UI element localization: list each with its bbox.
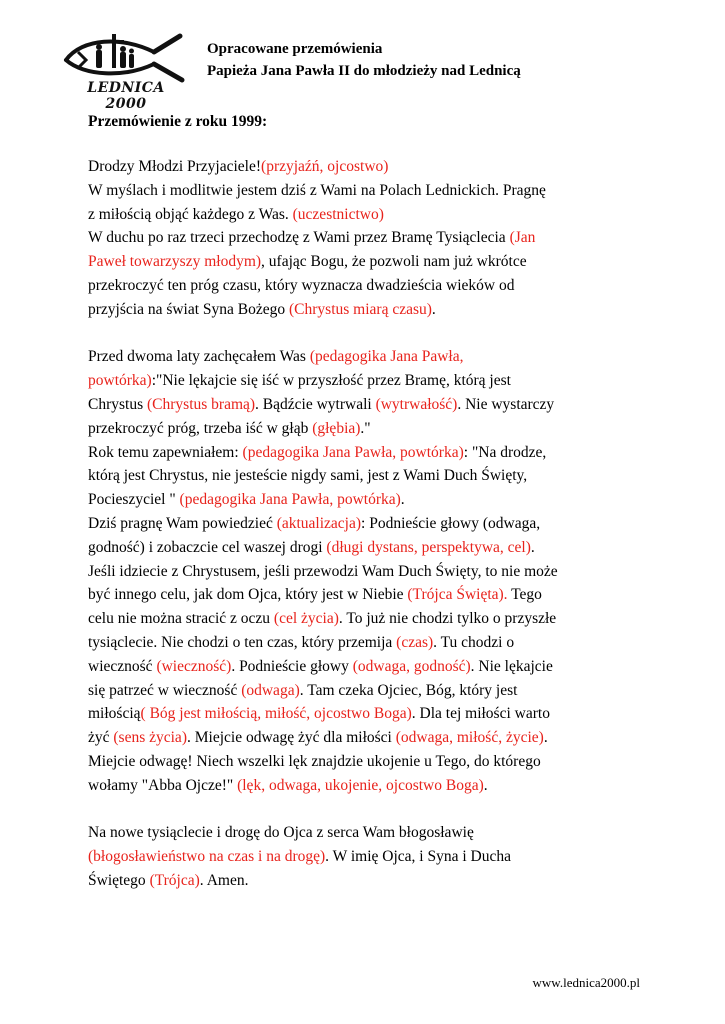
speech-text: . Dla tej miłości warto	[411, 705, 550, 723]
text-line	[88, 845, 648, 869]
text-line	[88, 583, 648, 607]
text-line	[88, 869, 648, 893]
speech-text: : "Na drodze,	[463, 443, 547, 461]
text-line	[88, 179, 648, 203]
annotation-text: (Jan	[509, 229, 536, 247]
speech-text: .	[400, 491, 405, 509]
annotation-text: (pedagogika Jana Pawła, powtórka)	[179, 491, 401, 509]
text-line	[88, 464, 648, 488]
annotation-text: (długi dystans, perspektywa, cel)	[326, 538, 531, 556]
paragraph-spacer	[88, 322, 648, 346]
document-header	[207, 38, 521, 82]
annotation-text: (głębia)	[312, 419, 361, 437]
text-line	[88, 274, 648, 298]
annotation-text: (Trójca)	[149, 871, 200, 889]
speech-text: Pocieszyciel "	[88, 491, 180, 509]
fish-cross-logo-icon	[62, 30, 186, 86]
speech-text: : Podnieście głowy (odwaga,	[361, 514, 541, 532]
annotation-text: (Chrystus bramą)	[147, 395, 256, 413]
speech-text: Dziś pragnę Wam powiedzieć	[88, 514, 277, 532]
annotation-text: (przyjaźń, ojcostwo)	[261, 158, 389, 175]
text-line	[88, 298, 648, 322]
text-line	[88, 345, 648, 369]
annotation-text: Paweł towarzyszy młodym)	[88, 253, 262, 271]
speech-text: . Tu chodzi o	[433, 633, 515, 651]
text-line	[88, 203, 648, 227]
footer-url: www.lednica2000.pl	[532, 975, 640, 990]
text-line	[88, 393, 648, 417]
text-line	[88, 155, 648, 179]
speech-text: być innego celu, jak dom Ojca, który jest w Niebie	[88, 586, 408, 604]
speech-text: , ufając Bogu, że pozwoli nam już wkrótce	[261, 253, 527, 271]
speech-text: wieczność	[88, 657, 157, 675]
speech-text: Świętego	[88, 871, 150, 889]
speech-text: . Miejcie odwagę żyć dla miłości	[186, 729, 396, 747]
annotation-text: (Chrystus miarą czasu)	[289, 300, 432, 318]
text-line	[88, 226, 648, 250]
speech-text: miłością	[88, 705, 141, 723]
text-line	[88, 750, 648, 774]
speech-text: . Tam czeka Ojciec, Bóg, który jest	[299, 681, 518, 699]
speech-text: się patrzeć w wieczność	[88, 681, 242, 699]
annotation-text: (odwaga, godność)	[352, 657, 471, 675]
annotation-text: (wytrwałość)	[375, 395, 458, 413]
annotation-text: (czas)	[396, 633, 434, 651]
paragraph-spacer	[88, 798, 648, 822]
speech-text: przekroczyć próg, trzeba iść w głąb	[88, 419, 313, 437]
annotation-text: (pedagogika Jana Pawła,	[309, 348, 464, 366]
speech-text: .	[483, 776, 488, 794]
speech-text: Tego	[507, 586, 542, 604]
logo-text: LEDNICA 2000	[87, 80, 165, 112]
speech-text: Rok temu zapewniałem:	[88, 443, 243, 461]
annotation-text: (aktualizacja)	[276, 514, 362, 532]
speech-text: . Podnieście głowy	[231, 657, 353, 675]
lednica-logo	[62, 30, 186, 112]
annotation-text: (wieczność)	[156, 657, 232, 675]
speech-text: tysiąclecie. Nie chodzi o ten czas, który przemija	[88, 633, 397, 651]
text-line	[88, 417, 648, 441]
speech-text: przyjścia na świat Syna Bożego	[88, 300, 290, 318]
speech-text: . To już nie chodzi tylko o przyszłe	[338, 610, 557, 628]
speech-body	[88, 155, 648, 893]
text-line	[88, 655, 648, 679]
speech-text: Miejcie odwagę! Niech wszelki lęk znajdzie ukojenie u Tego, do którego	[88, 752, 541, 770]
text-line	[88, 821, 648, 845]
annotation-text: (błogosławieństwo na czas i na drogę)	[88, 848, 326, 866]
text-line	[88, 560, 648, 584]
text-line	[88, 607, 648, 631]
annotation-text: (pedagogika Jana Pawła, powtórka)	[242, 443, 464, 461]
speech-text: Przed dwoma laty zachęcałem Was	[88, 348, 310, 366]
text-line	[88, 774, 648, 798]
header-line-1: Opracowane przemówienia	[207, 41, 383, 57]
annotation-text: (sens życia)	[113, 729, 187, 747]
text-line	[88, 512, 648, 536]
annotation-text: (odwaga, miłość, życie)	[395, 729, 544, 747]
text-line	[88, 702, 648, 726]
text-line	[88, 536, 648, 560]
speech-text: . Nie wystarczy	[457, 395, 555, 413]
speech-text: . Nie lękajcie	[470, 657, 553, 675]
speech-text: ."	[360, 419, 371, 437]
speech-text: z miłością objąć każdego z Was.	[88, 205, 293, 223]
text-line	[88, 488, 648, 512]
speech-text: . W imię Ojca, i Syna i Ducha	[325, 848, 511, 866]
speech-text: . Amen.	[199, 871, 249, 889]
annotation-text: (odwaga)	[241, 681, 300, 699]
annotation-text: ( Bóg jest miłością, miłość, ojcostwo Boga)	[140, 705, 412, 723]
speech-text: celu nie można stracić z oczu	[88, 610, 274, 628]
speech-text: wołamy "Abba Ojcze!"	[88, 776, 238, 794]
annotation-text: (Trójca Święta).	[407, 586, 508, 604]
text-line	[88, 726, 648, 750]
annotation-text: (cel życia)	[273, 610, 339, 628]
speech-text: Chrystus	[88, 395, 147, 413]
speech-text: .	[431, 300, 436, 318]
speech-text: Na nowe tysiąclecie i drogę do Ojca z serca Wam błogosławię	[88, 824, 474, 842]
text-line	[88, 631, 648, 655]
annotation-text: (uczestnictwo)	[292, 205, 384, 223]
speech-text: przekroczyć ten próg czasu, który wyznacza dwadzieścia wieków od	[88, 276, 515, 294]
text-line	[88, 369, 648, 393]
speech-text: .	[530, 538, 535, 556]
speech-text: Jeśli idziecie z Chrystusem, jeśli przewodzi Wam Duch Święty, to nie może	[88, 562, 558, 580]
speech-text: . Bądźcie wytrwali	[255, 395, 376, 413]
annotation-text: (lęk, odwaga, ukojenie, ojcostwo Boga)	[237, 776, 484, 794]
speech-text: W myślach i modlitwie jestem dziś z Wami na Polach Lednickich. Pragnę	[88, 181, 546, 199]
text-line	[88, 441, 648, 465]
speech-text: .	[543, 729, 548, 747]
annotation-text: powtórka)	[88, 372, 152, 390]
speech-text: Drodzy Młodzi Przyjaciele!	[88, 158, 262, 175]
speech-text: W duchu po raz trzeci przechodzę z Wami przez Bramę Tysiąclecia	[88, 229, 510, 247]
header-line-2: Papieża Jana Pawła II do młodzieży nad Lednicą	[207, 63, 521, 79]
speech-heading: Przemówienie z roku 1999:	[88, 113, 268, 130]
text-line	[88, 250, 648, 274]
speech-text: :"Nie lękajcie się iść w przyszłość przez Bramę, którą jest	[151, 372, 511, 390]
speech-text: godność) i zobaczcie cel waszej drogi	[88, 538, 327, 556]
speech-text: którą jest Chrystus, nie jesteście nigdy sami, jest z Wami Duch Święty,	[88, 467, 528, 485]
speech-text: żyć	[88, 729, 114, 747]
text-line	[88, 679, 648, 703]
